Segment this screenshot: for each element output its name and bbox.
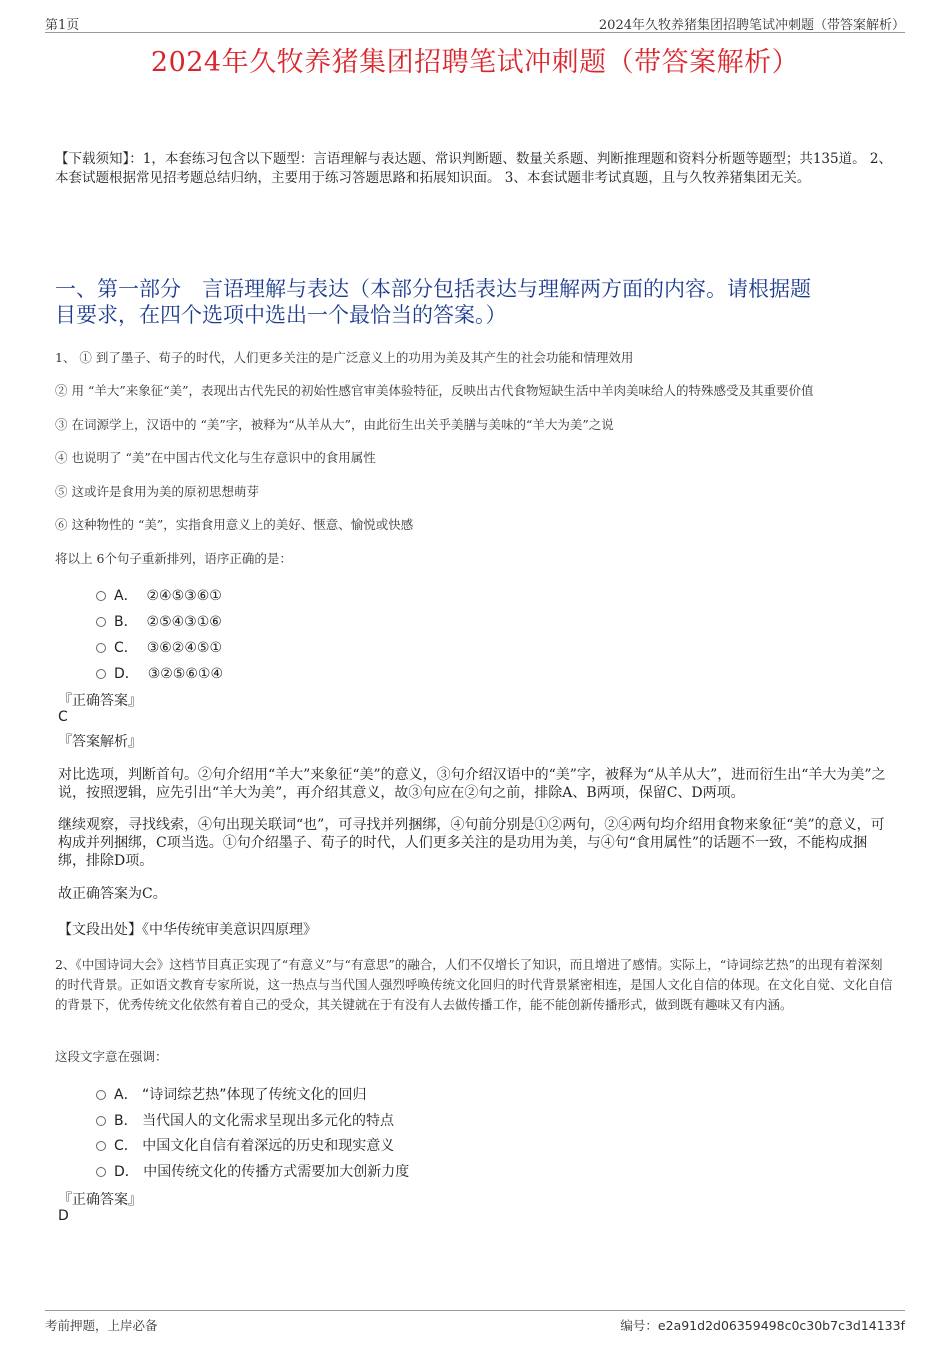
radio-icon[interactable] xyxy=(96,1116,106,1126)
q2-prompt: 这段文字意在强调： xyxy=(55,1049,168,1064)
page-header xyxy=(45,12,905,33)
q1-answer-label: 『正确答案』 xyxy=(58,693,142,709)
option-key: C． xyxy=(114,640,138,656)
radio-icon[interactable] xyxy=(96,669,106,679)
q2-passage: 2、《中国诗词大会》这档节目真正实现了“有意义”与“有意思”的融合，人们不仅增长了知识，而且增进了感情。实际上，“诗词综艺热”的出现有着深刻的时代背景。正如语文教育专家所说，这一热点与当代国人强烈呼唤传统文化回归的时代背景紧密相连，是国人文化自信的体现。在文化自觉、文化自信的背景下，优秀传统文化依然有着自己的受众，其关键就在于有没有人去做传播工作，能不能创新传播形式，做到既有趣味又有内涵。 xyxy=(55,957,893,1012)
radio-icon[interactable] xyxy=(96,1167,106,1177)
option-text: ③⑥②④⑤① xyxy=(146,640,222,656)
option-key: B． xyxy=(114,1113,138,1129)
q2-option-a[interactable] xyxy=(96,1084,367,1104)
q2-option-d[interactable] xyxy=(96,1161,409,1181)
option-key: B． xyxy=(114,614,138,630)
section-heading-line-1: 一、第一部分 言语理解与表达（本部分包括表达与理解两方面的内容。请根据题 xyxy=(55,277,811,301)
q1-option-d[interactable] xyxy=(96,663,223,683)
footer-divider xyxy=(45,1310,905,1312)
q2-answer-label: 『正确答案』 xyxy=(58,1192,142,1208)
option-text: ③②⑤⑥①④ xyxy=(147,666,223,682)
footer-code-value: e2a91d2d06359498c0c30b7c3d14133f xyxy=(657,1318,905,1333)
page-number: 第1页 xyxy=(45,18,80,33)
q1-analysis-paragraph-2: 继续观察，寻找线索，④句出现关联词“也”，可寻找并列捆绑，④句前分别是①②两句，②④两句均介绍用食物来象征“美”的意义，可构成并列捆绑，C项当选。①句介绍墨子、荀子的时代，人们更多关注的是功用为美，与④句“食用属性”的话题不一致，不能构成捆绑，排除D项。 xyxy=(58,817,885,869)
option-text: ②④⑤③⑥① xyxy=(146,588,222,604)
option-key: A． xyxy=(114,1087,138,1103)
option-key: C． xyxy=(114,1138,138,1154)
document-title: 2024年久牧养猪集团招聘笔试冲刺题（带答案解析） xyxy=(150,47,800,78)
radio-icon[interactable] xyxy=(96,1090,106,1100)
option-text: 中国文化自信有着深远的历史和现实意义 xyxy=(142,1138,395,1154)
radio-icon[interactable] xyxy=(96,617,106,627)
q2-option-b[interactable] xyxy=(96,1110,394,1130)
header-doc-title: 2024年久牧养猪集团招聘笔试冲刺题（带答案解析） xyxy=(598,18,905,33)
q1-sentence-6: ⑥ 这种物性的 “美”，实指食用意义上的美好、惬意、愉悦或快感 xyxy=(55,517,414,532)
option-text: 中国传统文化的传播方式需要加大创新力度 xyxy=(143,1164,410,1180)
q2-answer: D xyxy=(58,1208,69,1224)
q1-analysis-paragraph-3: 故正确答案为C。 xyxy=(58,886,167,902)
q1-prompt: 将以上 6个句子重新排列，语序正确的是： xyxy=(55,551,292,566)
q1-sentence-3: ③ 在词源学上，汉语中的 “美”字，被释为“从羊从大”，由此衍生出关乎美膳与美味的“羊大为美”之说 xyxy=(55,417,614,432)
q1-option-c[interactable] xyxy=(96,637,222,657)
q1-sentence-5: ⑤ 这或许是食用为美的原初思想萌芽 xyxy=(55,484,259,499)
q1-source: 【文段出处】《中华传统审美意识四原理》 xyxy=(58,922,317,938)
option-key: D． xyxy=(114,666,139,682)
q1-sentence-2: ② 用 “羊大”来象征“美”，表现出古代先民的初始性感官审美体验特征，反映出古代食物短缺生活中羊肉美味给人的特殊感受及其重要价值 xyxy=(55,383,814,398)
download-notice: 【下载须知】：1，本套练习包含以下题型：言语理解与表达题、常识判断题、数量关系题、判断推理题和资料分析题等题型；共135道。 2、本套试题根据常见招考题总结归纳，主要用于练习答题思路和拓展知识面。 3、本套试题非考试真题，且与久牧养猪集团无关。 xyxy=(55,151,892,186)
footer-code-label: 编号： xyxy=(620,1318,658,1333)
q1-answer: C xyxy=(58,709,68,725)
q2-option-c[interactable] xyxy=(96,1135,394,1155)
q1-option-b[interactable] xyxy=(96,611,222,631)
q1-analysis-paragraph-1: 对比选项，判断首句。②句介绍用“羊大”来象征“美”的意义，③句介绍汉语中的“美”字，被释为“从羊从大”，进而衍生出“羊大为美”之说，按照逻辑，应先引出“羊大为美”，再介绍其意义，故③句应在②句之前，排除A、B两项，保留C、D两项。 xyxy=(58,767,886,801)
option-key: D． xyxy=(114,1164,139,1180)
q1-option-a[interactable] xyxy=(96,585,222,605)
footer-slogan: 考前押题，上岸必备 xyxy=(45,1318,158,1333)
section-heading-line-2: 目要求，在四个选项中选出一个最恰当的答案。） xyxy=(55,303,507,327)
option-text: ②⑤④③①⑥ xyxy=(146,614,222,630)
radio-icon[interactable] xyxy=(96,643,106,653)
option-text: “诗词综艺热”体现了传统文化的回归 xyxy=(142,1087,367,1103)
q1-sentence-1: 1、 ① 到了墨子、荀子的时代，人们更多关注的是广泛意义上的功用为美及其产生的社会功能和情理效用 xyxy=(55,350,634,365)
section-heading xyxy=(55,276,900,328)
q1-sentence-4: ④ 也说明了 “美”在中国古代文化与生存意识中的食用属性 xyxy=(55,450,376,465)
footer-code xyxy=(620,1316,905,1334)
option-text: 当代国人的文化需求呈现出多元化的特点 xyxy=(142,1113,395,1129)
q1-analysis-label: 『答案解析』 xyxy=(58,734,142,750)
option-key: A． xyxy=(114,588,138,604)
radio-icon[interactable] xyxy=(96,591,106,601)
radio-icon[interactable] xyxy=(96,1141,106,1151)
